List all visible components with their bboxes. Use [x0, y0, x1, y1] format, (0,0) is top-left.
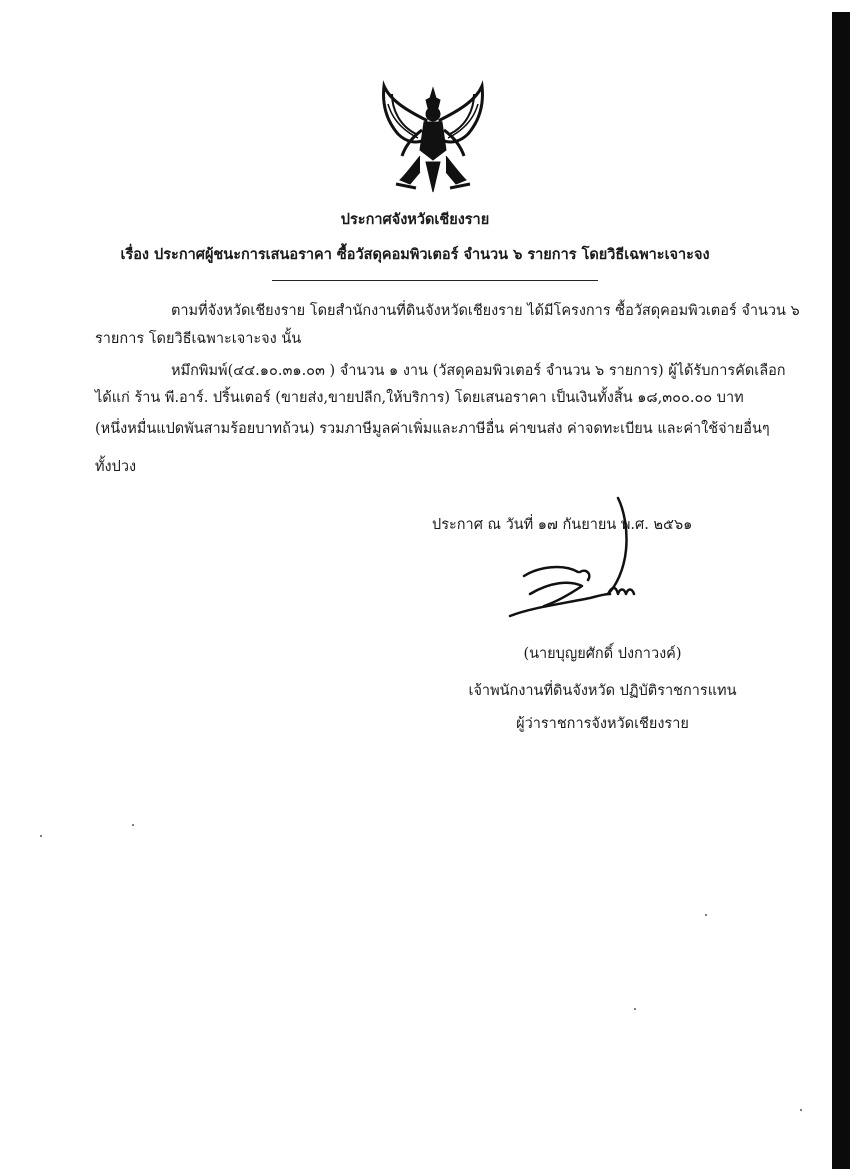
- announcement-date: ประกาศ ณ วันที่ ๑๗ กันยายน พ.ศ. ๒๕๖๑: [432, 517, 693, 533]
- signatory-position: เจ้าพนักงานที่ดินจังหวัด ปฏิบัติราชการแทน: [468, 683, 737, 699]
- garuda-emblem-icon: [376, 80, 490, 200]
- document-title: ประกาศจังหวัดเชียงราย: [340, 211, 490, 228]
- signatory-name: (นายบุญยศักดิ์ ปงกาวงค์): [523, 646, 682, 662]
- body-line: (หนึ่งหมื่นแปดพันสามร้อยบาทถ้วน) รวมภาษีมูลค่าเพิ่มและภาษีอื่น ค่าขนส่ง ค่าจดทะเบียน และค่าใช้จ่ายอื่นๆ: [95, 421, 770, 437]
- scan-edge-border: [832, 12, 850, 1169]
- body-line: รายการ โดยวิธีเฉพาะเจาะจง นั้น: [95, 331, 302, 347]
- scan-speck: [634, 1008, 636, 1010]
- handwritten-signature: [500, 490, 650, 630]
- body-line: ได้แก่ ร้าน พี.อาร์. ปริ้นเตอร์ (ขายส่ง,ขายปลีก,ให้บริการ) โดยเสนอราคา เป็นเงินทั้งสิ้น ๑๘,๓๐๐.๐๐ บาท: [95, 390, 744, 406]
- scan-speck: [40, 835, 42, 837]
- signatory-position-governor: ผู้ว่าราชการจังหวัดเชียงราย: [516, 716, 689, 732]
- scan-speck: [705, 914, 707, 916]
- divider: [272, 280, 598, 281]
- scan-speck: [800, 1109, 802, 1111]
- body-line: ทั้งปวง: [95, 459, 137, 475]
- body-line: หมึกพิมพ์(๔๔.๑๐.๓๑.๐๓ ) จำนวน ๑ งาน (วัสดุคอมพิวเตอร์ จำนวน ๖ รายการ) ผู้ได้รับการคัดเลือก: [171, 363, 786, 379]
- body-line: ตามที่จังหวัดเชียงราย โดยสำนักงานที่ดินจังหวัดเชียงราย ได้มีโครงการ ซื้อวัสดุคอมพิวเตอร์ จำนวน ๖: [171, 303, 800, 319]
- document-subject: เรื่อง ประกาศผู้ชนะการเสนอราคา ซื้อวัสดุคอมพิวเตอร์ จำนวน ๖ รายการ โดยวิธีเฉพาะเจาะจง: [120, 246, 710, 263]
- scan-speck: [132, 824, 134, 826]
